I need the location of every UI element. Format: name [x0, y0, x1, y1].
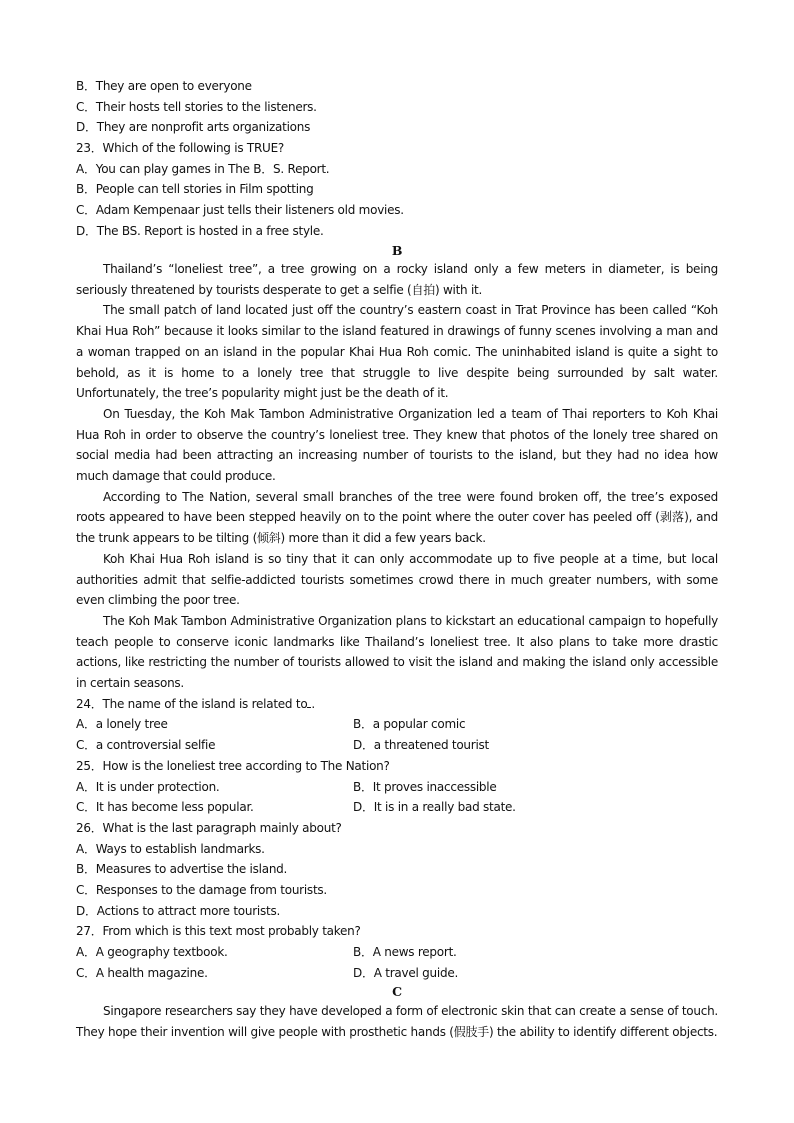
q26-option-a: A．Ways to establish landmarks.	[76, 841, 265, 856]
passage-b-paragraph-2: The small patch of land located just off the country’s eastern coast in Trat Province has been called “Koh Khai Hua Roh” because it looks similar to the island featured in drawings of funny scenes involving a man and a woman trapped on an island in the popular Khai Hua Roh comic. The uninhabited island is quite a sight to behold, as it is home to a lonely tree that struggle to live despite being surrounded by salt water. Unfortunately, the tree’s popularity might just be the death of it.	[76, 303, 718, 401]
q22-option-c: C．Their hosts tell stories to the listeners.	[76, 99, 317, 114]
passage-b-paragraph-6: The Koh Mak Tambon Administrative Organization plans to kickstart an educational campaign to hopefully teach people to conserve iconic landmarks like Thailand’s loneliest tree. It also plans to take more drastic actions, like restricting the number of tourists allowed to visit the island and making the island only accessible in certain seasons.	[76, 613, 718, 691]
passage-c-paragraph-1: Singapore researchers say they have developed a form of electronic skin that can create a sense of touch. They hope their invention will give people with prosthetic hands (假肢手) the ability to identify different objects.	[76, 1003, 718, 1039]
q25-options-row-2	[76, 797, 718, 818]
q24-option-d: D．a threatened tourist	[353, 738, 490, 753]
q25-option-a: A．It is under protection.	[76, 779, 220, 794]
q23-option-a: A．You can play games in The B．S. Report.	[76, 161, 330, 176]
q27-option-c: C．A health magazine.	[76, 965, 208, 980]
q23-stem: 23．Which of the following is TRUE?	[76, 141, 285, 156]
q26-option-d: D．Actions to attract more tourists.	[76, 903, 281, 918]
q23-option-c: C．Adam Kempenaar just tells their listeners old movies.	[76, 203, 404, 218]
q27-options-row-1	[76, 942, 718, 963]
q26-stem: 26．What is the last paragraph mainly about?	[76, 820, 342, 835]
q24-stem-line	[76, 694, 718, 715]
q24-options-row-1	[76, 714, 718, 735]
q24-stem-end: .	[311, 696, 315, 711]
q24-option-a: A．a lonely tree	[76, 717, 168, 732]
q25-options-row-1	[76, 777, 718, 798]
q27-option-d: D．A travel guide.	[353, 965, 459, 980]
q23-option-b: B．People can tell stories in Film spotting	[76, 182, 314, 197]
q24-stem: 24．The name of the island is related to	[76, 696, 308, 711]
exam-page	[76, 76, 718, 1042]
q24-option-b: B．a popular comic	[353, 717, 466, 732]
q25-option-b: B．It proves inaccessible	[353, 779, 497, 794]
q24-options-row-2	[76, 735, 718, 756]
q23-option-d: D．The BS. Report is hosted in a free style.	[76, 223, 324, 238]
section-c-heading: C	[392, 984, 402, 1000]
q25-option-d: D．It is in a really bad state.	[353, 800, 516, 815]
passage-b-paragraph-3: On Tuesday, the Koh Mak Tambon Administrative Organization led a team of Thai reporters to Koh Khai Hua Roh in order to observe the country’s loneliest tree. They knew that photos of the lonely tree shared on social media had been attracting an increasing number of tourists to the island, but they had no idea how much damage that could produce.	[76, 406, 718, 484]
q24-option-c: C．a controversial selfie	[76, 738, 216, 753]
q22-option-b: B．They are open to everyone	[76, 79, 252, 93]
q25-stem: 25．How is the loneliest tree according to The Nation?	[76, 758, 390, 773]
q26-option-c: C．Responses to the damage from tourists.	[76, 882, 327, 897]
section-c-passage	[76, 1001, 718, 1042]
q27-options-row-2	[76, 963, 718, 984]
q26-option-b: B．Measures to advertise the island.	[76, 862, 288, 877]
section-b-heading: B	[391, 242, 403, 258]
passage-b-paragraph-4: According to The Nation, several small branches of the tree were found broken off, the tree’s exposed roots appeared to have been stepped heavily on to the point where the outer cover has peeled off (剥落), and the trunk appears to be tilting (倾斜) more than it did a few years back.	[76, 489, 718, 546]
q25-option-c: C．It has become less popular.	[76, 800, 254, 815]
q27-option-b: B．A news report.	[353, 945, 457, 960]
section-b-passage	[76, 259, 718, 694]
passage-b-paragraph-1: Thailand’s “loneliest tree”, a tree growing on a rocky island only a few meters in diameter, is being seriously threatened by tourists desperate to get a selfie (自拍) with it.	[76, 262, 718, 297]
q22-option-d: D．They are nonprofit arts organizations	[76, 120, 311, 135]
q27-stem: 27．From which is this text most probably taken?	[76, 924, 361, 939]
passage-b-paragraph-5: Koh Khai Hua Roh island is so tiny that it can only accommodate up to five people at a time, but local authorities admit that selfie-addicted tourists sometimes crowd there in much greater numbers, with some even climbing the poor tree.	[76, 551, 718, 608]
q27-option-a: A．A geography textbook.	[76, 945, 228, 960]
